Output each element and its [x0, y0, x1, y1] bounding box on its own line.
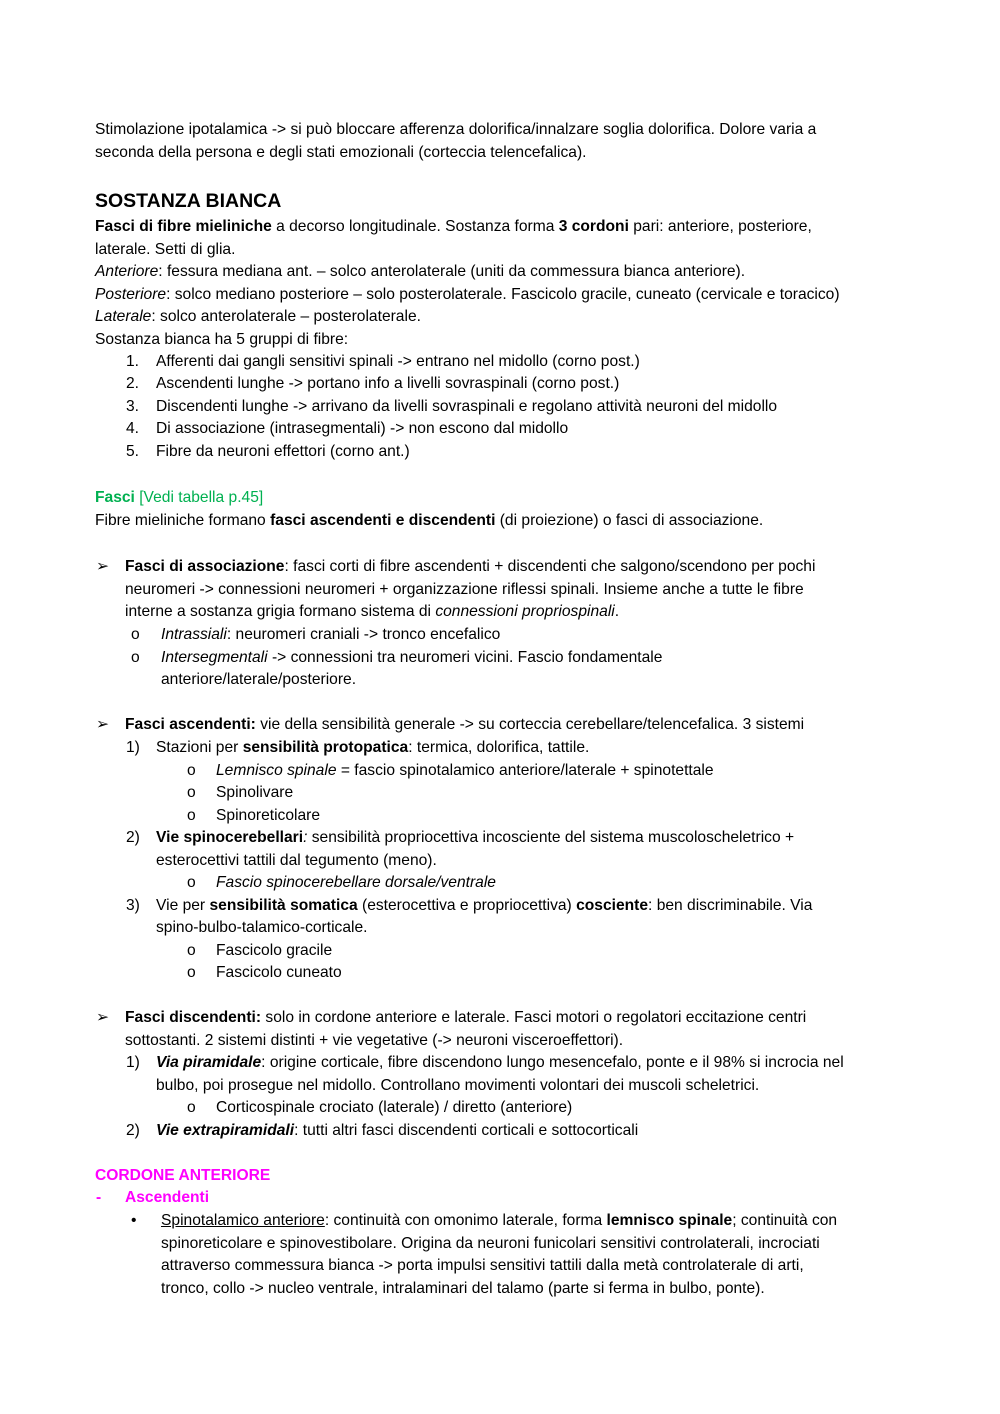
- text: .: [614, 603, 620, 620]
- assoc-line: neuromeri -> connessioni neuromeri + organizzazione riflessi spinali. Insieme anche a tutte le fibre: [125, 581, 804, 598]
- bold-text: sensibilità somatica: [209, 897, 358, 914]
- asc-subitem: Fascicolo gracile: [216, 942, 333, 959]
- text: : continuità con omonimo laterale, forma: [324, 1212, 607, 1229]
- asc-subitem: Spinoreticolare: [216, 807, 321, 824]
- list-number: 1): [126, 739, 140, 756]
- asc-subitem: [216, 760, 714, 783]
- circle-bullet-icon: o: [187, 807, 196, 824]
- text: : solco mediano posteriore – solo posterolaterale. Fascicolo gracile, cuneato (cervicale e toracico): [166, 285, 840, 303]
- italic-label: Posteriore: [95, 285, 167, 303]
- list-item: Ascendenti lunghe -> portano info a livelli sovraspinali (corno post.): [156, 375, 620, 392]
- list-number: 2): [126, 1122, 140, 1139]
- table-reference: [Vedi tabella p.45]: [134, 489, 264, 506]
- bold-text: sensibilità protopatica: [242, 739, 409, 756]
- fasci-heading: [95, 487, 915, 510]
- desc-item: [156, 1120, 638, 1143]
- intro-paragraph: [95, 119, 915, 164]
- assoc-line: [125, 601, 619, 624]
- desc-item: [156, 1052, 844, 1075]
- list-number: 3.: [126, 398, 140, 415]
- text: -> connessioni tra neuromeri vicini. Fascio fondamentale: [267, 649, 663, 666]
- list-number: 1.: [126, 353, 140, 370]
- circle-bullet-icon: o: [187, 762, 196, 779]
- text: Stazioni per: [156, 739, 243, 756]
- cordone-item-line: spinoreticolare e spinovestibolare. Origina da neuroni funicolari sensitivi controlaterali, incrociati: [161, 1235, 820, 1252]
- asc-item: [156, 737, 589, 760]
- bold-text: cosciente: [576, 897, 649, 914]
- cordone-subtitle: Ascendenti: [125, 1189, 210, 1206]
- intro-line: seconda della persona e degli stati emozionali (corteccia telencefalica).: [95, 143, 587, 161]
- arrow-bullet-icon: ➢: [96, 558, 110, 575]
- text-line: [95, 261, 915, 284]
- dash-bullet: -: [96, 1189, 102, 1206]
- text: : neuromeri craniali -> tronco encefalico: [226, 626, 501, 643]
- text: : solco anterolaterale – posterolaterale.: [151, 308, 421, 325]
- asc-item: [156, 895, 812, 918]
- asc-item: [156, 827, 794, 850]
- italic-text: connessioni propriospinali: [435, 603, 615, 620]
- text-line: Sostanza bianca ha 5 gruppi di fibre:: [95, 330, 349, 348]
- text: : fessura mediana ant. – solco anterolaterale (uniti da commessura bianca anteriore).: [158, 263, 746, 280]
- desc-item-line: bulbo, poi prosegue nel midollo. Controllano movimenti volontari dei muscoli scheletrici.: [156, 1077, 760, 1094]
- list-item: Afferenti dai gangli sensitivi spinali -> entrano nel midollo (corno post.): [156, 353, 640, 370]
- underlined-text: Spinotalamico anteriore: [161, 1212, 325, 1229]
- bold-text: 3 cordoni: [558, 218, 629, 235]
- assoc-subitem: [161, 647, 662, 670]
- text: solo in cordone anteriore e laterale. Fasci motori o regolatori eccitazione centri: [261, 1009, 807, 1026]
- cordone-title: CORDONE ANTERIORE: [95, 1167, 271, 1184]
- circle-bullet-icon: o: [131, 649, 140, 666]
- circle-bullet-icon: o: [187, 964, 196, 981]
- desc-line: [125, 1007, 806, 1030]
- bold-text: Fasci di fibre mieliniche: [95, 218, 272, 235]
- asc-subitem: Fascicolo cuneato: [216, 964, 342, 981]
- text: sensibilità propriocettiva incosciente del sistema muscoloscheletrico +: [307, 829, 795, 846]
- list-number: 4.: [126, 420, 140, 437]
- asc-line: [125, 714, 804, 737]
- text: : termica, dolorifica, tattile.: [408, 739, 590, 756]
- assoc-subitem-line: anteriore/laterale/posteriore.: [161, 671, 357, 688]
- bold-text: Fasci ascendenti:: [125, 716, 256, 733]
- text: = fascio spinotalamico anteriore/laterale + spinotettale: [336, 762, 714, 779]
- list-item: Discendenti lunghe -> arrivano da livelli sovraspinali e regolano attività neuroni del midollo: [156, 398, 778, 415]
- text: (di proiezione) o fasci di associazione.: [495, 512, 764, 529]
- bold-italic-text: Via piramidale: [156, 1054, 262, 1071]
- italic-label: Laterale: [95, 308, 152, 325]
- circle-bullet-icon: o: [187, 784, 196, 801]
- text-line: [95, 216, 915, 239]
- intro-line: Stimolazione ipotalamica -> si può bloccare afferenza dolorifica/innalzare soglia dolorifica. Dolore varia a: [95, 121, 817, 138]
- subsection-title: Fasci: [95, 489, 135, 506]
- dot-bullet-icon: •: [131, 1212, 137, 1229]
- bold-text: Fasci discendenti:: [125, 1009, 262, 1026]
- list-number: 3): [126, 897, 140, 914]
- assoc-subitem: [161, 624, 500, 647]
- italic-text: Intersegmentali: [161, 649, 268, 666]
- fasci-paragraph: [95, 510, 915, 533]
- asc-subitem: Spinolivare: [216, 784, 294, 801]
- sostanza-paragraph: [95, 216, 915, 351]
- asc-item-line: esterocettivi tattili dal tegumento (meno).: [156, 852, 437, 869]
- italic-text: :: [303, 829, 308, 846]
- text-line: [95, 284, 915, 307]
- circle-bullet-icon: o: [187, 874, 196, 891]
- text: : tutti altri fasci discendenti corticali e sottocorticali: [294, 1122, 639, 1139]
- arrow-bullet-icon: ➢: [96, 716, 110, 733]
- text: interne a sostanza grigia formano sistema di: [125, 603, 436, 620]
- arrow-bullet-icon: ➢: [96, 1009, 110, 1026]
- text-line: [95, 306, 915, 329]
- text: Fibre mieliniche formano: [95, 512, 271, 529]
- text: vie della sensibilità generale -> su corteccia cerebellare/telencefalica. 3 sistemi: [255, 716, 805, 733]
- asc-item-line: spino-bulbo-talamico-corticale.: [156, 919, 368, 936]
- asc-subitem: Fascio spinocerebellare dorsale/ventrale: [216, 874, 496, 891]
- text-line: laterale. Setti di glia.: [95, 240, 236, 258]
- text: Vie per: [156, 897, 210, 914]
- cordone-item: [161, 1210, 837, 1233]
- cordone-item-line: attraverso commessura bianca -> porta impulsi sensitivi tattili dalla metà controlaterale di arti,: [161, 1257, 804, 1274]
- list-number: 2.: [126, 375, 140, 392]
- text: : fasci corti di fibre ascendenti + discendenti che salgono/scendono per pochi: [284, 558, 816, 575]
- list-number: 5.: [126, 443, 140, 460]
- bold-italic-text: Vie extrapiramidali: [156, 1122, 295, 1139]
- text: (esterocettiva e propriocettiva): [357, 897, 577, 914]
- bold-text: fasci ascendenti e discendenti: [270, 512, 496, 529]
- list-number: 1): [126, 1054, 140, 1071]
- list-item: Fibre da neuroni effettori (corno ant.): [156, 443, 410, 460]
- text: a decorso longitudinale. Sostanza forma: [271, 218, 559, 235]
- list-number: 2): [126, 829, 140, 846]
- bold-text: lemnisco spinale: [606, 1212, 733, 1229]
- list-item: Di associazione (intrasegmentali) -> non escono dal midollo: [156, 420, 569, 437]
- section-title: SOSTANZA BIANCA: [95, 190, 282, 212]
- desc-subitem: Corticospinale crociato (laterale) / diretto (anteriore): [216, 1099, 573, 1116]
- circle-bullet-icon: o: [131, 626, 140, 643]
- desc-line: sottostanti. 2 sistemi distinti + vie vegetative (-> neuroni visceroeffettori).: [125, 1032, 624, 1049]
- bold-text: Fasci di associazione: [125, 558, 285, 575]
- circle-bullet-icon: o: [187, 942, 196, 959]
- italic-text: Lemnisco spinale: [216, 762, 337, 779]
- bold-text: Vie spinocerebellari: [156, 829, 304, 846]
- circle-bullet-icon: o: [187, 1099, 196, 1116]
- cordone-item-line: tronco, collo -> nucleo ventrale, intralaminari del talamo (parte si ferma in bulbo, ponte).: [161, 1280, 765, 1297]
- text: : origine corticale, fibre discendono lungo mesencefalo, ponte e il 98% si incrocia nel: [261, 1054, 844, 1071]
- text: ; continuità con: [732, 1212, 838, 1229]
- text: : ben discriminabile. Via: [648, 897, 813, 914]
- assoc-line: [125, 556, 815, 579]
- text: pari: anteriore, posteriore,: [628, 218, 812, 235]
- italic-text: Intrassiali: [161, 626, 227, 643]
- italic-label: Anteriore: [95, 263, 159, 280]
